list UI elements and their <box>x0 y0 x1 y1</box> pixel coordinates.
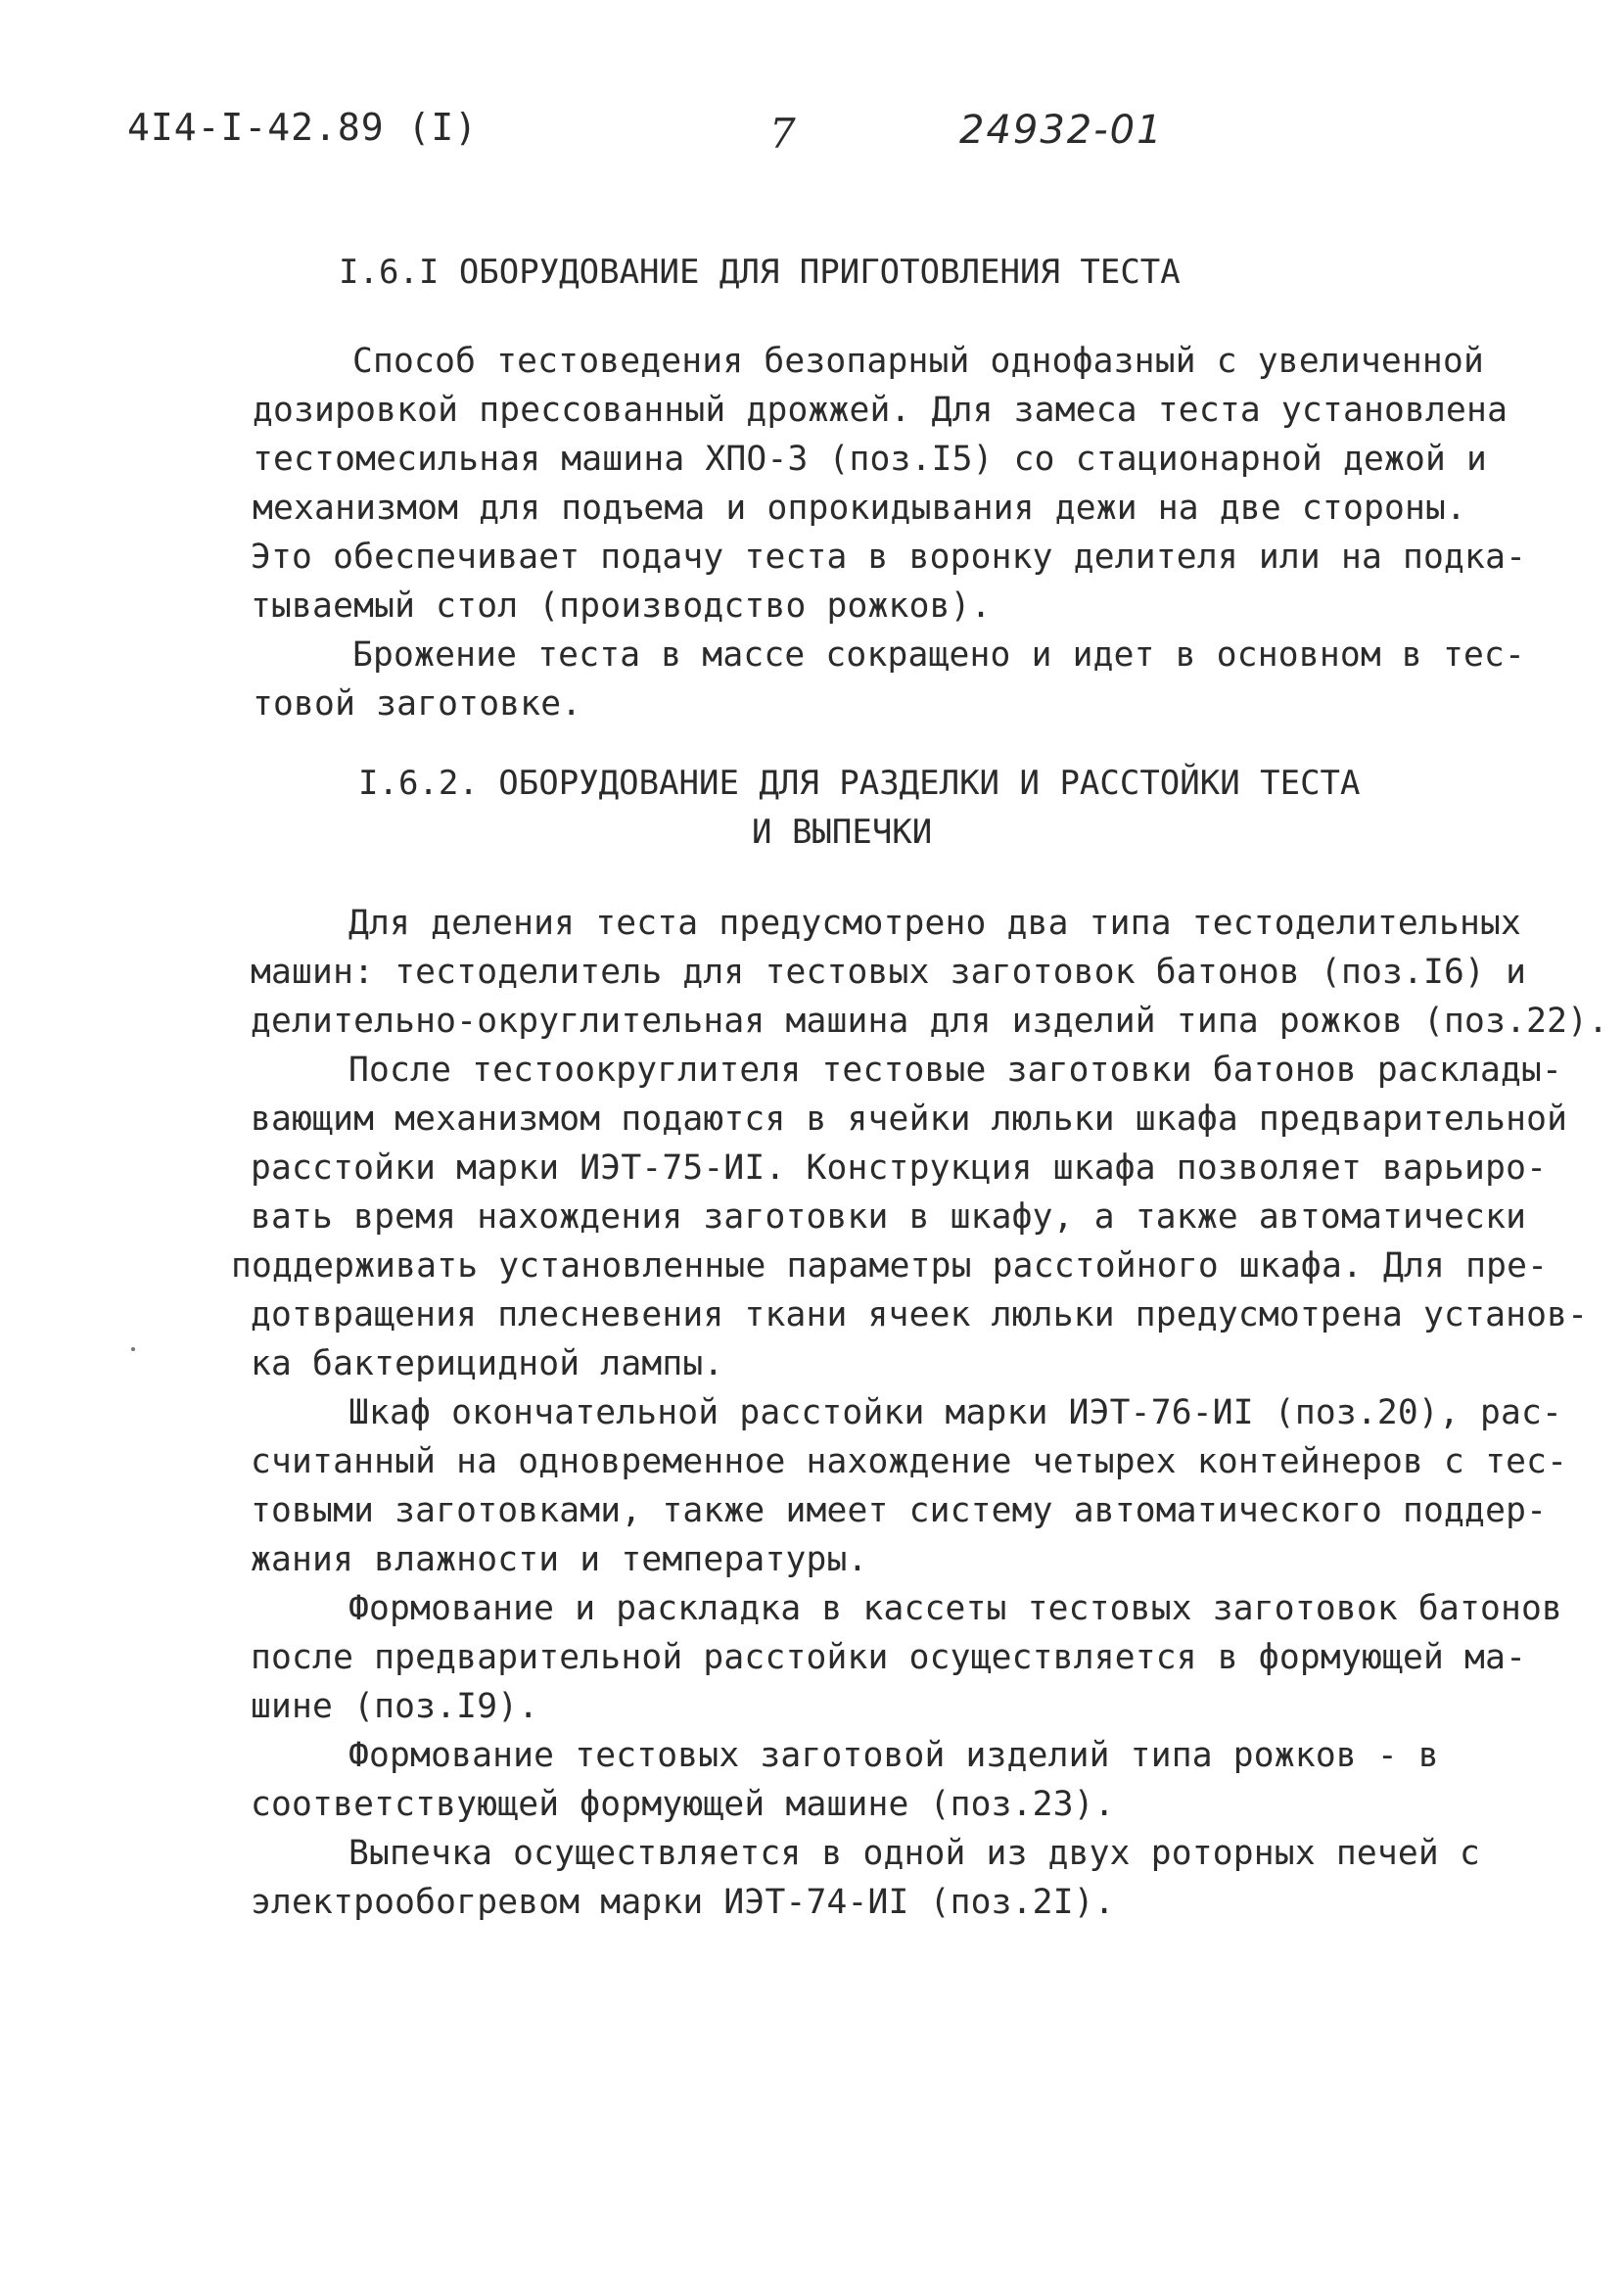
page-number: 7 <box>769 110 796 158</box>
paragraph-line: Формование тестовых заготовой изделий типа рожков - в <box>348 1736 1439 1775</box>
paragraph-line: жания влажности и температуры. <box>251 1540 868 1579</box>
paragraph-line: товыми заготовками, также имеет систему автоматического поддер- <box>251 1491 1548 1530</box>
paragraph-line: дотвращения плесневения ткани ячеек люльки предусмотрена установ- <box>251 1295 1589 1334</box>
paragraph-line: Способ тестоведения безопарный однофазный с увеличенной <box>352 342 1484 381</box>
scan-speck <box>131 1347 135 1351</box>
section-heading-1-6-2-continued: И ВЫПЕЧКИ <box>752 813 933 852</box>
paragraph-line: После тестоокруглителя тестовые заготовки батонов расклады- <box>348 1051 1563 1090</box>
paragraph-line: ка бактерицидной лампы. <box>251 1344 724 1383</box>
paragraph-line: Выпечка осуществляется в одной из двух роторных печей с <box>348 1834 1480 1873</box>
paragraph-line: делительно-округлительная машина для изделий типа рожков (поз.22). <box>251 1002 1609 1041</box>
paragraph-line: считанный на одновременное нахождение четырех контейнеров с тес- <box>251 1442 1568 1481</box>
paragraph-line: товой заготовке. <box>253 684 582 724</box>
paragraph-line: Шкаф окончательной расстойки марки ИЭТ-76-ИI (поз.20), рас- <box>348 1393 1563 1432</box>
paragraph-line: вающим механизмом подаются в ячейки люльки шкафа предварительной <box>251 1100 1568 1139</box>
paragraph-line: электрообогревом марки ИЭТ-74-ИI (поз.2I). <box>251 1883 1115 1922</box>
archive-number: 24932-01 <box>959 108 1164 153</box>
paragraph-line: механизмом для подъема и опрокидывания дежи на две стороны. <box>253 489 1467 528</box>
paragraph-line: шине (поз.I9). <box>251 1687 539 1726</box>
paragraph-line: тываемый стол (производство рожков). <box>251 586 992 626</box>
paragraph-line: соответствующей формующей машине (поз.23). <box>251 1785 1115 1824</box>
paragraph-line: дозировкой прессованный дрожжей. Для замеса теста установлена <box>253 391 1508 430</box>
paragraph-line: поддерживать установленные параметры расстойного шкафа. Для пре- <box>231 1246 1549 1286</box>
paragraph-line: Брожение теста в массе сокращено и идет в основном в тес- <box>352 635 1526 675</box>
paragraph-line: после предварительной расстойки осуществляется в формующей ма- <box>251 1638 1527 1677</box>
section-heading-1-6-2: I.6.2. ОБОРУДОВАНИЕ ДЛЯ РАЗДЕЛКИ И РАССТОЙКИ ТЕСТА <box>358 764 1361 803</box>
document-code: 4I4-I-42.89 (I) <box>127 106 479 149</box>
paragraph-line: машин: тестоделитель для тестовых заготовок батонов (поз.I6) и <box>251 953 1527 992</box>
paragraph-line: Формование и раскладка в кассеты тестовых заготовок батонов <box>348 1589 1563 1628</box>
paragraph-line: вать время нахождения заготовки в шкафу, а также автоматически <box>251 1197 1527 1237</box>
paragraph-line: Это обеспечивает подачу теста в воронку делителя или на подка- <box>251 538 1527 577</box>
section-heading-1-6-1: I.6.I ОБОРУДОВАНИЕ ДЛЯ ПРИГОТОВЛЕНИЯ ТЕСТА <box>339 253 1181 292</box>
paragraph-line: расстойки марки ИЭТ-75-ИI. Конструкция шкафа позволяет варьиро- <box>251 1148 1548 1188</box>
paragraph-line: тестомесильная машина ХПО-3 (поз.I5) со стационарной дежой и <box>253 440 1488 479</box>
page-header <box>127 106 1547 164</box>
paragraph-line: Для деления теста предусмотрено два типа тестоделительных <box>348 904 1522 943</box>
